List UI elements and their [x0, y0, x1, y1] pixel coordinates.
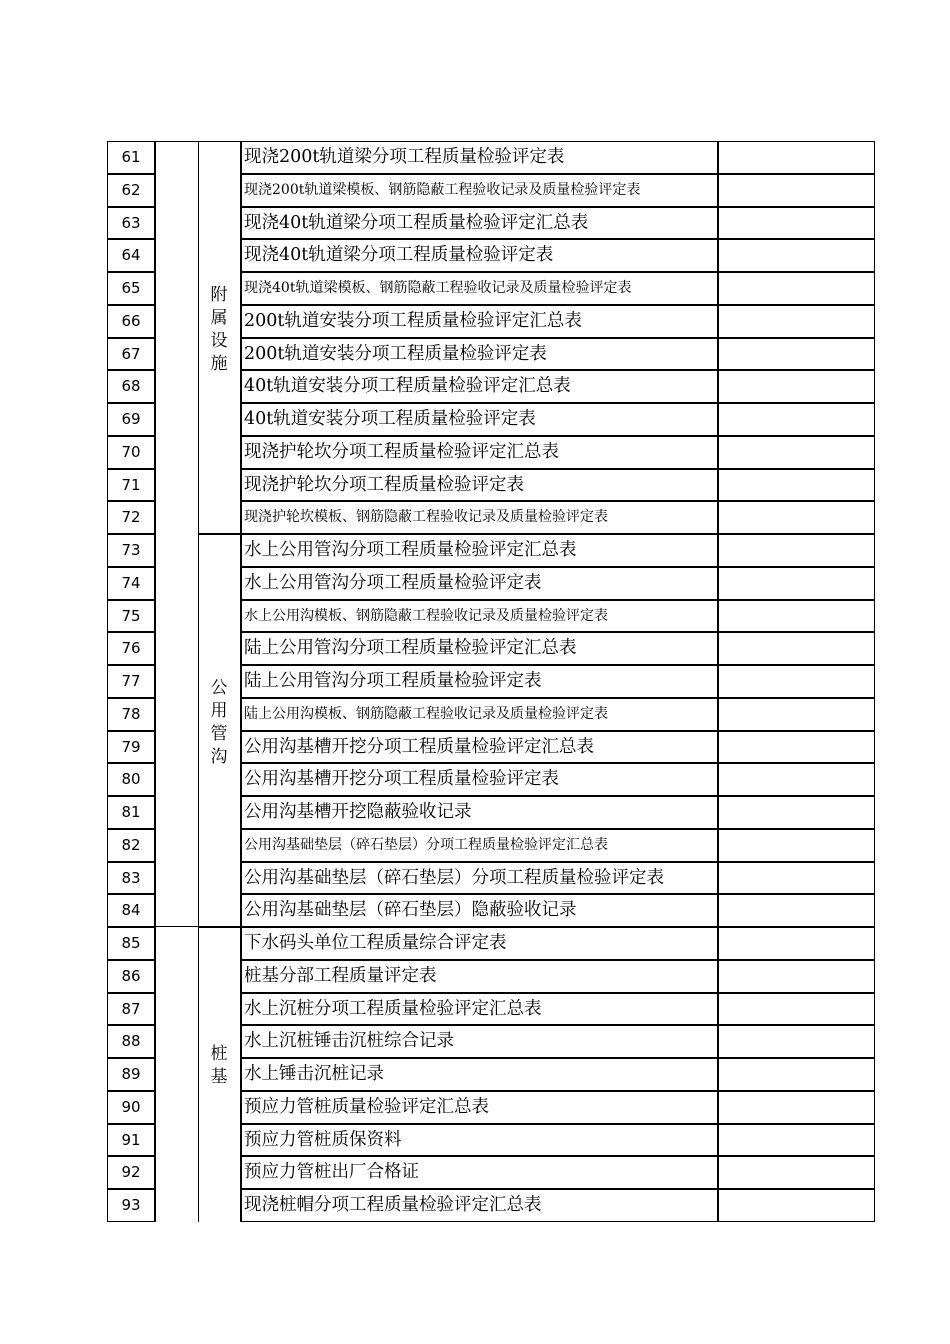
- row-number: 67: [121, 344, 141, 363]
- row-title: 现浇40t轨道梁模板、钢筋隐蔽工程验收记录及质量检验评定表: [244, 280, 632, 296]
- row-remark-cell: [719, 632, 873, 665]
- row-number: 68: [121, 377, 141, 396]
- row-remark-cell: [719, 698, 873, 731]
- row-number: 82: [121, 835, 141, 854]
- row-title: 陆上公用沟模板、钢筋隐蔽工程验收记录及质量检验评定表: [244, 705, 608, 722]
- row-title: 水上沉桩锤击沉桩综合记录: [244, 1031, 454, 1052]
- row-remark-cell: [719, 1091, 873, 1124]
- row-remark-cell: [719, 1025, 873, 1058]
- row-remark-cell: [719, 501, 873, 534]
- row-remark-cell: [719, 600, 873, 633]
- row-title: 现浇护轮坎模板、钢筋隐蔽工程验收记录及质量检验评定表: [244, 509, 608, 526]
- row-number: 81: [121, 803, 141, 821]
- row-title: 公用沟基础垫层（碎石垫层）隐蔽验收记录: [244, 900, 577, 921]
- row-title: 现浇200t轨道梁分项工程质量检验评定表: [244, 147, 565, 167]
- row-number: 61: [121, 148, 141, 166]
- row-title: 现浇护轮坎分项工程质量检验评定表: [244, 474, 524, 495]
- row-title: 陆上公用管沟分项工程质量检验评定表: [244, 671, 542, 691]
- group-label-char: 施: [210, 353, 228, 374]
- row-remark-cell: [719, 796, 873, 829]
- row-remark-cell: [719, 534, 873, 567]
- group-label-char: 桩: [210, 1044, 228, 1065]
- row-remark-cell: [719, 862, 873, 895]
- row-remark-cell: [719, 665, 873, 698]
- row-remark-cell: [719, 731, 873, 764]
- row-title: 200t轨道安装分项工程质量检验评定表: [244, 343, 547, 364]
- row-title: 公用沟基槽开挖隐蔽验收记录: [244, 802, 472, 822]
- row-remark-cell: [719, 993, 873, 1026]
- row-number: 65: [121, 279, 141, 297]
- row-remark-cell: [719, 403, 873, 436]
- row-remark-cell: [719, 141, 873, 174]
- row-remark-cell: [719, 469, 873, 502]
- row-number: 91: [121, 1130, 141, 1149]
- row-remark-cell: [719, 1189, 873, 1222]
- group-label-char: 基: [210, 1067, 228, 1088]
- group-label-char: 属: [210, 307, 228, 328]
- row-number: 87: [121, 999, 141, 1018]
- row-number: 79: [121, 737, 141, 756]
- row-number: 74: [121, 573, 141, 592]
- row-remark-cell: [719, 1156, 873, 1189]
- section-border: [155, 926, 199, 927]
- row-number: 84: [121, 901, 141, 920]
- row-remark-cell: [719, 370, 873, 403]
- row-number: 88: [121, 1032, 141, 1051]
- row-remark-cell: [719, 927, 873, 960]
- row-number: 85: [121, 934, 141, 952]
- row-number: 90: [121, 1097, 141, 1116]
- group-label-char: 公: [210, 677, 228, 698]
- row-remark-cell: [719, 338, 873, 371]
- row-title: 桩基分部工程质量评定表: [244, 965, 437, 986]
- row-title: 预应力管桩质保资料: [244, 1129, 402, 1150]
- row-title: 40t轨道安装分项工程质量检验评定表: [244, 409, 536, 429]
- row-remark-cell: [719, 174, 873, 207]
- row-title: 现浇40t轨道梁分项工程质量检验评定表: [244, 245, 554, 266]
- row-number: 70: [121, 442, 141, 461]
- row-number: 62: [121, 180, 141, 199]
- row-number: 83: [121, 868, 141, 887]
- row-number: 92: [121, 1163, 141, 1182]
- row-number: 77: [121, 672, 141, 690]
- row-number: 69: [121, 410, 141, 428]
- row-remark-cell: [719, 829, 873, 862]
- group-label: [199, 677, 239, 769]
- row-title: 公用沟基槽开挖分项工程质量检验评定表: [244, 769, 559, 790]
- group-label-char: 设: [210, 330, 228, 351]
- row-title: 现浇桩帽分项工程质量检验评定汇总表: [244, 1195, 542, 1215]
- row-title: 公用沟基础垫层（碎石垫层）分项工程质量检验评定表: [244, 867, 664, 888]
- row-title: 水上锤击沉桩记录: [244, 1064, 384, 1084]
- row-title: 现浇40t轨道梁分项工程质量检验评定汇总表: [244, 212, 589, 233]
- row-number: 66: [121, 311, 141, 330]
- row-number: 86: [121, 966, 141, 985]
- row-remark-cell: [719, 1124, 873, 1157]
- group-label-char: 用: [210, 700, 228, 721]
- row-title: 40t轨道安装分项工程质量检验评定汇总表: [244, 376, 571, 397]
- group-label-char: 附: [210, 284, 228, 305]
- row-number: 76: [121, 639, 141, 658]
- row-title: 下水码头单位工程质量综合评定表: [244, 933, 507, 953]
- record-table: [107, 141, 875, 1222]
- row-title: 现浇200t轨道梁模板、钢筋隐蔽工程验收记录及质量检验评定表: [244, 181, 641, 198]
- row-remark-cell: [719, 272, 873, 305]
- row-title: 公用沟基槽开挖分项工程质量检验评定汇总表: [244, 736, 594, 757]
- row-title: 水上公用沟模板、钢筋隐蔽工程验收记录及质量检验评定表: [244, 607, 608, 624]
- group-label-char: 管: [210, 723, 228, 744]
- row-number: 73: [121, 541, 141, 559]
- row-number: 78: [121, 704, 141, 723]
- group-label: [199, 1043, 239, 1089]
- row-remark-cell: [719, 239, 873, 272]
- row-number: 63: [121, 213, 141, 232]
- row-title: 200t轨道安装分项工程质量检验评定汇总表: [244, 310, 582, 331]
- row-remark-cell: [719, 763, 873, 796]
- row-remark-cell: [719, 894, 873, 927]
- row-remark-cell: [719, 207, 873, 240]
- row-title: 水上公用管沟分项工程质量检验评定汇总表: [244, 540, 577, 560]
- row-title: 预应力管桩质量检验评定汇总表: [244, 1096, 489, 1117]
- row-title: 现浇护轮坎分项工程质量检验评定汇总表: [244, 441, 559, 462]
- row-remark-cell: [719, 1058, 873, 1091]
- row-remark-cell: [719, 960, 873, 993]
- row-number: 64: [121, 246, 141, 265]
- row-number: 75: [121, 606, 141, 625]
- row-number: 72: [121, 508, 141, 527]
- row-remark-cell: [719, 567, 873, 600]
- row-number: 89: [121, 1065, 141, 1083]
- group-label-char: 沟: [210, 746, 228, 767]
- row-title: 公用沟基础垫层（碎石垫层）分项工程质量检验评定汇总表: [244, 836, 608, 853]
- row-title: 陆上公用管沟分项工程质量检验评定汇总表: [244, 638, 577, 659]
- row-number: 93: [121, 1196, 141, 1214]
- row-remark-cell: [719, 305, 873, 338]
- row-number: 71: [121, 475, 141, 494]
- row-number: 80: [121, 770, 141, 789]
- row-title: 水上公用管沟分项工程质量检验评定表: [244, 572, 542, 593]
- row-remark-cell: [719, 436, 873, 469]
- row-title: 预应力管桩出厂合格证: [244, 1162, 419, 1183]
- row-title: 水上沉桩分项工程质量检验评定汇总表: [244, 998, 542, 1019]
- group-label: [199, 284, 239, 376]
